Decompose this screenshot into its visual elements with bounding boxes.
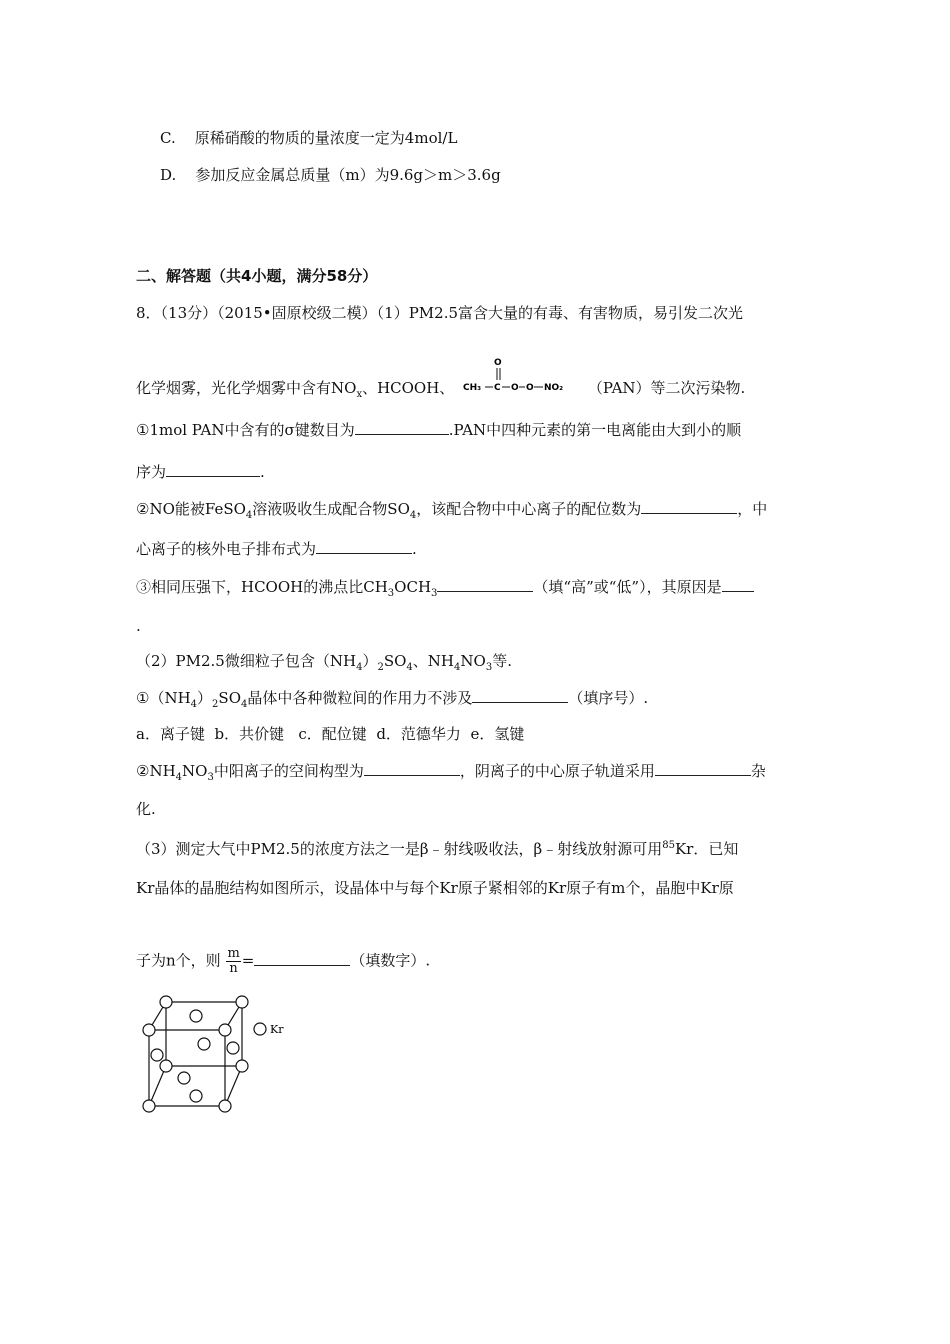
q8-intro: 8．（13分）（2015•固原校级二模）（1）PM2.5富含大量的有毒、有害物质，易引发二次光 (136, 304, 744, 322)
q8-part2-1: $①(NH_4)_2SO_4$晶体中各种微粒间的作用力不涉及 （填序号）. (136, 689, 649, 710)
kr-legend-label: Kr (270, 1023, 284, 1036)
pan-structure-image (461, 354, 581, 398)
q8-p1: ①1mol PAN中含有的σ键数目为 .PAN中四种元素的第一电离能由大到小的顺 (136, 421, 742, 439)
pan-o2: O (526, 383, 534, 393)
answer-blank[interactable] (254, 951, 350, 966)
answer-blank[interactable] (166, 462, 260, 477)
kr-legend-atom (254, 1023, 266, 1035)
option-c-label: C. (160, 129, 176, 147)
answer-blank[interactable] (316, 539, 412, 554)
q8-p2-cont: 心离子的核外电子排布式为 . (136, 540, 417, 558)
answer-blank[interactable] (655, 761, 751, 776)
answer-blank[interactable] (437, 577, 533, 592)
q8-p2: ②NO能被FeSO$_4$溶液吸收生成配合物$SO_4$，该配合物中中心离子的配位数为 ，中 (136, 500, 768, 521)
q8-part2-2: $②NH_4NO_3$中阳离子的空间构型为 ，阴离子的中心原子轨道采用 杂 (136, 762, 766, 783)
q8-part2: （2）PM2.5微细粒子包含$(NH_4)_2SO_4$、$NH_4NO_3$等. (136, 652, 512, 673)
pan-o-top: O (494, 358, 502, 368)
option-c-text: 原稀硝酸的物质的量浓度一定为4mol/L (194, 129, 458, 147)
q8-p3: ③相同压强下，HCOOH的沸点比$CH_3OCH_3$ （填“高”或“低”），其原因是 (136, 577, 754, 604)
answer-blank[interactable] (355, 420, 449, 435)
q8-part2-2-cont: 化. (136, 800, 156, 818)
option-d-label: D. (160, 166, 177, 184)
answer-blank[interactable] (364, 761, 460, 776)
q8-part3-cont: Kr晶体的晶胞结构如图所示，设晶体中与每个Kr原子紧相邻的Kr原子有m个，晶胞中Kr原 (136, 879, 734, 897)
q8-p1-cont: 序为 . (136, 463, 265, 481)
q8-choices: a．离子键 b．共价键 c．配位键 d．范德华力 e．氢键 (136, 725, 525, 743)
pan-c: C (494, 383, 501, 393)
q8-part3: （3）测定大气中PM2.5的浓度方法之一是β﹣射线吸收法，β﹣射线放射源可用$^{85}$Kr．已知 (136, 840, 739, 858)
pan-ch3: CH₃ (463, 383, 482, 393)
pan-no2: NO₂ (544, 383, 564, 393)
q8-line2: 化学烟雾，光化学烟雾中含有$NO_x$、HCOOH、 CH₃ C O O O NO₂ （PAN）等二次污染物. (136, 378, 745, 405)
kr-unit-cell-figure (134, 992, 304, 1122)
option-d (160, 165, 501, 185)
q8-p3-cont: . (136, 617, 141, 635)
answer-blank[interactable] (722, 577, 754, 592)
answer-blank[interactable] (641, 499, 737, 514)
option-c (160, 128, 457, 148)
q8-part3-cont2: 子为n个，则 $\frac{m}{n}$ = （填数字）. (136, 946, 431, 976)
section-title: 二、解答题（共4小题，满分58分） (136, 267, 378, 285)
answer-blank[interactable] (472, 688, 568, 703)
pan-o1: O (511, 383, 519, 393)
fraction-m-over-n: $\frac{m}{n}$ (227, 946, 240, 976)
option-d-text: 参加反应金属总质量（m）为9.6g＞m＞3.6g (195, 166, 501, 184)
